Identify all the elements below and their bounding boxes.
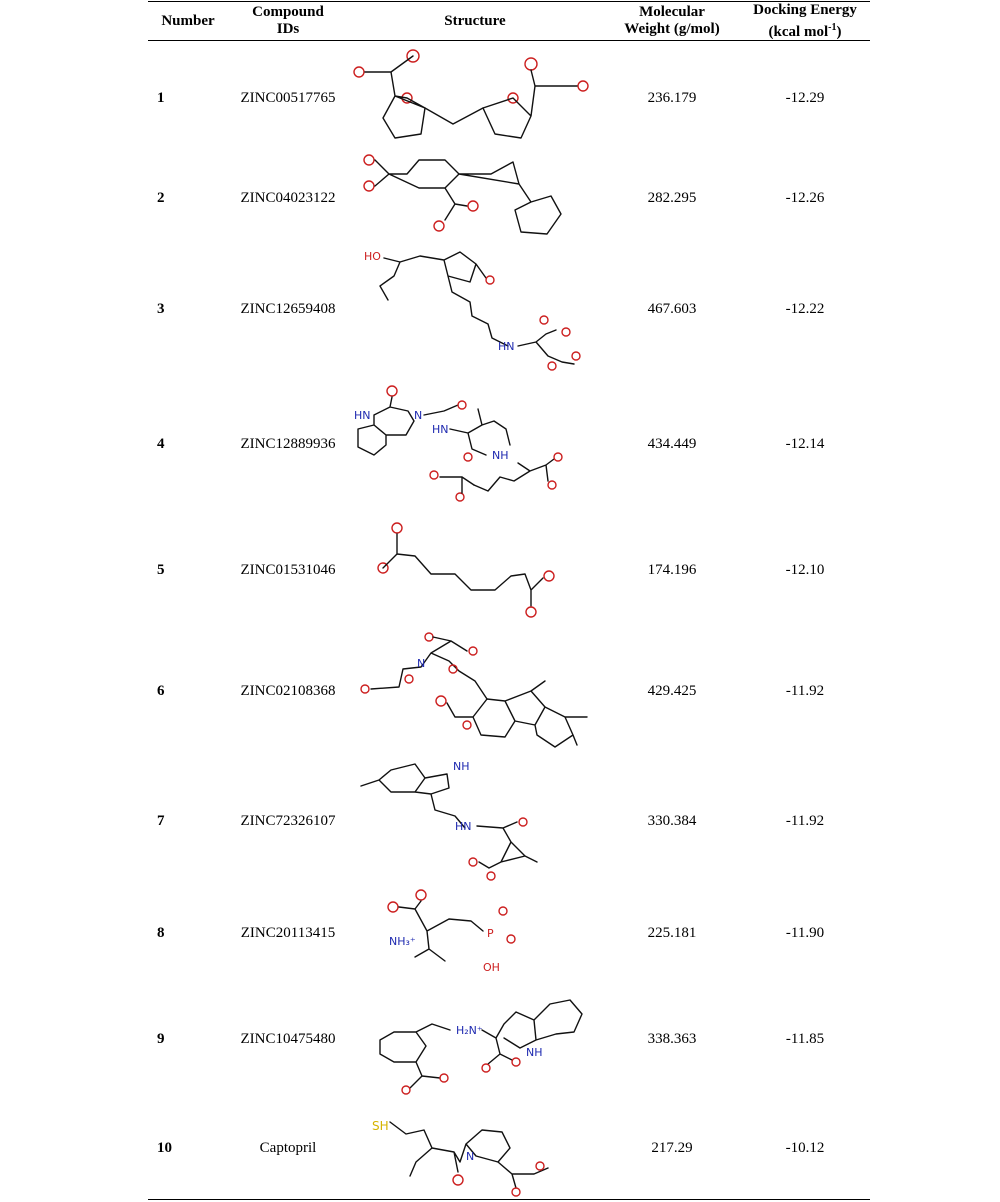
header-de-exponent: -1 bbox=[828, 21, 837, 33]
table-row bbox=[0, 756, 1000, 886]
compound-id: ZINC04023122 bbox=[240, 189, 336, 206]
table-row bbox=[0, 626, 1000, 756]
molecule-7-structure bbox=[355, 758, 595, 884]
table-row bbox=[0, 514, 1000, 626]
molecule-8-structure bbox=[375, 887, 575, 979]
molecule-2-structure bbox=[355, 154, 595, 242]
docking-energy: -10.12 bbox=[785, 1139, 825, 1156]
row-number: 1 bbox=[157, 89, 165, 106]
molecule-4-structure bbox=[350, 381, 600, 507]
header-compound-line1: Compound bbox=[252, 4, 324, 20]
compound-id: ZINC01531046 bbox=[240, 561, 336, 578]
molecule-6-structure bbox=[355, 631, 595, 751]
molecular-weight: 217.29 bbox=[651, 1139, 693, 1156]
docking-energy: -12.14 bbox=[785, 435, 825, 452]
row-number: 9 bbox=[157, 1030, 165, 1047]
structure-image bbox=[350, 980, 600, 1098]
structure-image bbox=[350, 626, 600, 756]
compound-id: ZINC12889936 bbox=[240, 435, 336, 452]
table-row bbox=[0, 244, 1000, 374]
table-row bbox=[0, 980, 1000, 1098]
header-mw-line2: Weight (g/mol) bbox=[624, 21, 720, 37]
row-number: 8 bbox=[157, 924, 165, 941]
molecule-3-structure bbox=[360, 246, 590, 372]
atom-label-ring-nh: HN bbox=[354, 409, 371, 422]
molecular-weight: 467.603 bbox=[647, 300, 697, 317]
atom-label-thiol: SH bbox=[372, 1119, 389, 1133]
docking-energy: -11.92 bbox=[785, 812, 825, 829]
header-compound-line2: IDs bbox=[276, 21, 300, 37]
atom-label-indole-nh: NH bbox=[526, 1046, 543, 1059]
compound-id: ZINC12659408 bbox=[240, 300, 336, 317]
atom-label-phosphorus: P bbox=[487, 927, 494, 940]
table-row bbox=[0, 1098, 1000, 1198]
header-de-unit: (kcal mol bbox=[768, 23, 829, 40]
structure-image bbox=[350, 152, 600, 244]
atom-label-ammonium: NH₃⁺ bbox=[389, 935, 416, 948]
structure-image bbox=[350, 756, 600, 886]
molecular-weight: 429.425 bbox=[647, 682, 697, 699]
molecular-weight: 225.181 bbox=[647, 924, 697, 941]
molecule-5-structure bbox=[375, 520, 575, 620]
compound-id: ZINC20113415 bbox=[240, 924, 336, 941]
docking-energy: -11.92 bbox=[785, 682, 825, 699]
structure-image bbox=[350, 514, 600, 626]
molecule-10-structure bbox=[370, 1100, 580, 1196]
compound-id: ZINC10475480 bbox=[240, 1030, 336, 1047]
structure-image bbox=[350, 44, 600, 152]
atom-label-hydroxyl: OH bbox=[483, 961, 500, 974]
molecular-weight: 174.196 bbox=[647, 561, 697, 578]
table-bottom-rule bbox=[148, 1199, 870, 1200]
table-row bbox=[0, 152, 1000, 244]
atom-label-amide-nh: HN bbox=[498, 340, 515, 353]
header-structure bbox=[350, 2, 600, 40]
structure-image bbox=[350, 374, 600, 514]
row-number: 2 bbox=[157, 189, 165, 206]
table-row bbox=[0, 374, 1000, 514]
atom-label-ammonium: H₂N⁺ bbox=[456, 1024, 483, 1037]
molecular-weight: 434.449 bbox=[647, 435, 697, 452]
compound-id: ZINC00517765 bbox=[240, 89, 336, 106]
atom-label-indole-nh: NH bbox=[453, 760, 470, 773]
molecular-weight: 236.179 bbox=[647, 89, 697, 106]
atom-label-hydroxyl: HO bbox=[364, 250, 381, 263]
structure-image bbox=[350, 886, 600, 980]
atom-label-urea-hn: HN bbox=[432, 423, 449, 436]
atom-label-ring-n: N bbox=[414, 409, 423, 422]
docking-energy: -12.26 bbox=[785, 189, 825, 206]
docking-energy: -12.29 bbox=[785, 89, 825, 106]
molecule-9-structure bbox=[360, 984, 590, 1094]
header-mw-line1: Molecular bbox=[639, 4, 705, 20]
molecular-weight: 338.363 bbox=[647, 1030, 697, 1047]
header-structure-label: Structure bbox=[444, 12, 506, 29]
header-docking-energy bbox=[740, 2, 870, 40]
atom-label-peptide-nh: NH bbox=[492, 449, 509, 462]
row-number: 6 bbox=[157, 682, 165, 699]
structure-image bbox=[350, 244, 600, 374]
row-number: 7 bbox=[157, 812, 165, 829]
molecular-weight: 282.295 bbox=[647, 189, 697, 206]
atom-label-amide-hn: HN bbox=[455, 820, 472, 833]
header-compound-ids bbox=[228, 2, 348, 40]
docking-energy: -12.22 bbox=[785, 300, 825, 317]
table-row bbox=[0, 44, 1000, 152]
docking-energy: -11.90 bbox=[785, 924, 825, 941]
compound-id: ZINC72326107 bbox=[240, 812, 336, 829]
compound-id: Captopril bbox=[259, 1139, 317, 1156]
structure-image bbox=[350, 1098, 600, 1198]
row-number: 10 bbox=[157, 1139, 172, 1156]
row-number: 5 bbox=[157, 561, 165, 578]
row-number: 4 bbox=[157, 435, 165, 452]
header-molecular-weight bbox=[612, 2, 732, 40]
header-de-close: ) bbox=[836, 23, 842, 40]
header-de-line1: Docking Energy bbox=[753, 1, 857, 18]
compound-id: ZINC02108368 bbox=[240, 682, 336, 699]
atom-label-tertiary-n: N bbox=[417, 657, 426, 670]
header-de-line2 bbox=[769, 19, 842, 41]
molecule-1-structure bbox=[345, 46, 605, 150]
row-number: 3 bbox=[157, 300, 165, 317]
table-header-rule bbox=[148, 40, 870, 41]
header-number bbox=[148, 2, 228, 40]
atom-label-ring-n: N bbox=[466, 1150, 475, 1163]
docking-energy: -12.10 bbox=[785, 561, 825, 578]
molecular-weight: 330.384 bbox=[647, 812, 697, 829]
table-row bbox=[0, 886, 1000, 980]
header-number-label: Number bbox=[161, 12, 215, 29]
docking-energy: -11.85 bbox=[785, 1030, 825, 1047]
